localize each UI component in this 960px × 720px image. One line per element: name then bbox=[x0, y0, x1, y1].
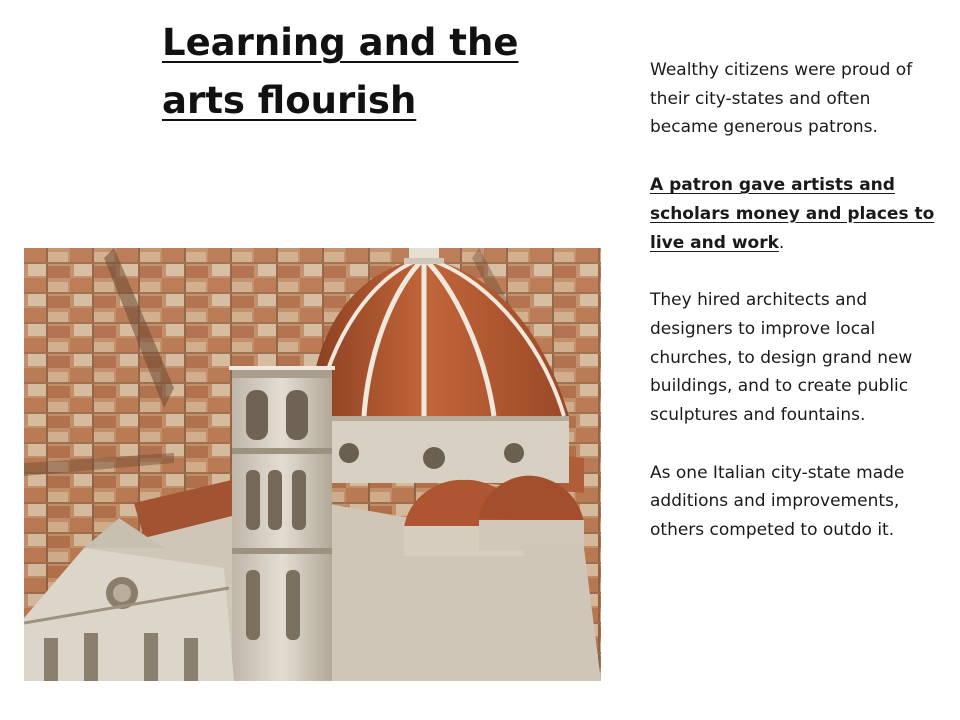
slide-title bbox=[162, 14, 582, 130]
paragraph-competition: As one Italian city-state made additions and improvements, others competed to outdo it. bbox=[650, 462, 905, 541]
patron-definition-emphasis: A patron gave artists and scholars money and places to live and work bbox=[650, 175, 935, 253]
florence-cathedral-photo bbox=[24, 248, 601, 681]
paragraph-patrons: Wealthy citizens were proud of their city-states and often became generous patrons. bbox=[650, 60, 913, 138]
paragraph-architects: They hired architects and designers to improve local churches, to design grand new buildings, and to create public sculptures and fountains. bbox=[650, 290, 913, 426]
paragraph-patron-definition bbox=[650, 171, 940, 257]
slide-title-line-1: Learning and the bbox=[162, 21, 519, 64]
patron-definition-period: . bbox=[778, 232, 785, 253]
cathedral-illustration bbox=[24, 248, 601, 681]
slide-title-line-2: arts flourish bbox=[162, 79, 417, 122]
slide-body bbox=[650, 56, 940, 574]
